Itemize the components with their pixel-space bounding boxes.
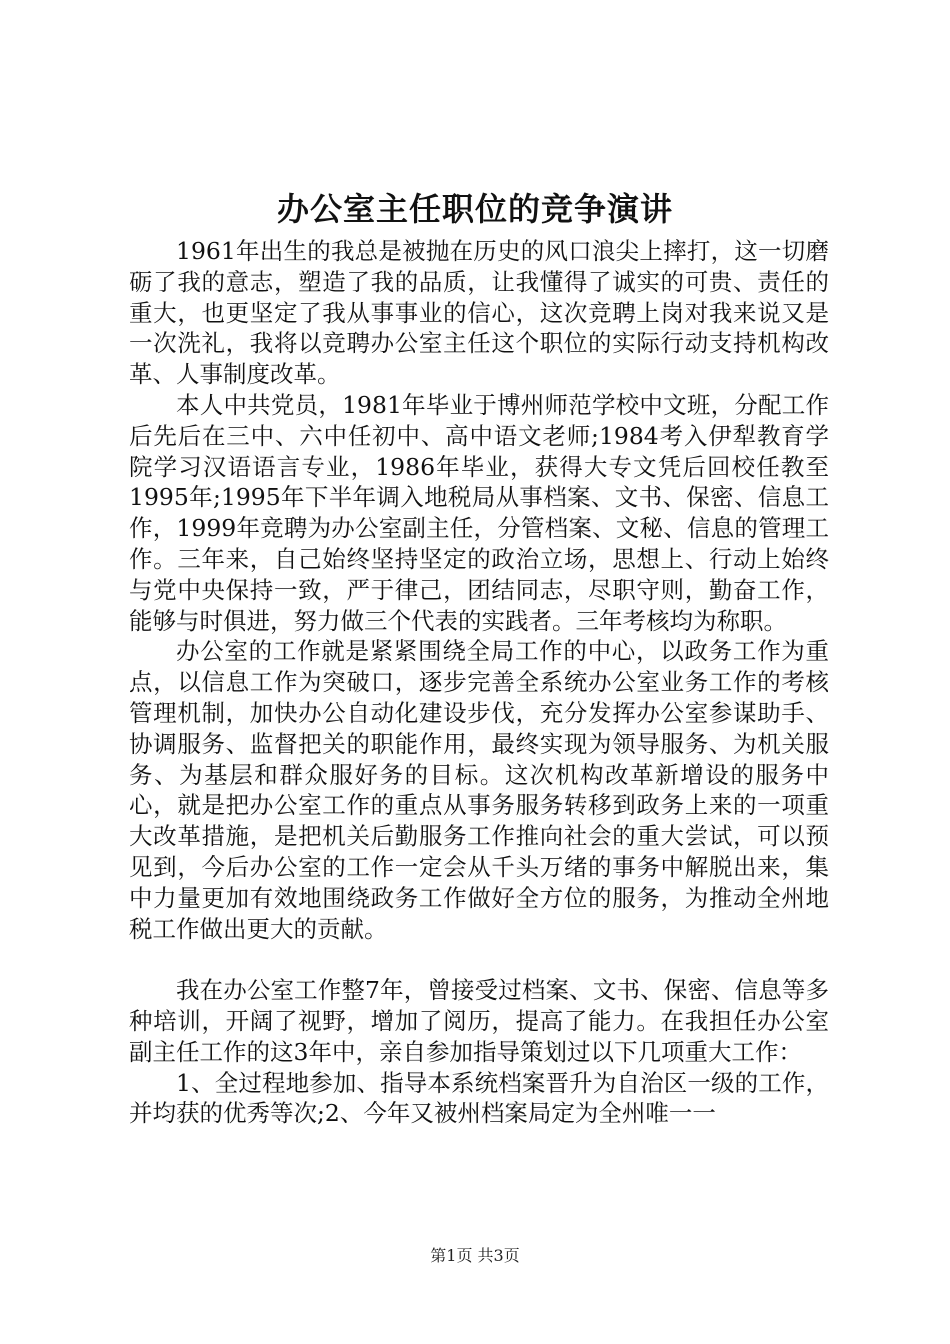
page-footer: 第1页 共3页 (430, 1246, 520, 1265)
paragraph-background: 本人中共党员，1981年毕业于博州师范学校中文班，分配工作后先后在三中、六中任初中、高中语文老师;1984考入伊犁教育学院学习汉语语言专业，1986年毕业，获得大专文凭后回校任教至1995年;1995年下半年调入地税局从事档案、文书、保密、信息工作，1999年竞聘为办公室副主任，分管档案、文秘、信息的管理工作。三年来，自己始终坚持坚定的政治立场，思想上、行动上始终与党中央保持一致，严于律己，团结同志，尽职守则，勤奋工作，能够与时俱进，努力做三个代表的实践者。三年考核均为称职。 (129, 390, 829, 635)
paragraph-intro: 1961年出生的我总是被抛在历史的风口浪尖上摔打，这一切磨砺了我的意志，塑造了我的品质，让我懂得了诚实的可贵、责任的重大，也更坚定了我从事事业的信心，这次竞聘上岗对我来说又是一次洗礼，我将以竞聘办公室主任这个职位的实际行动支持机构改革、人事制度改革。 (129, 237, 829, 389)
document-body (129, 236, 829, 1129)
paragraph-achievements: 1、全过程地参加、指导本系统档案晋升为自治区一级的工作，并均获的优秀等次;2、今年又被州档案局定为全州唯一一 (129, 1068, 829, 1128)
document-title: 办公室主任职位的竞争演讲 (276, 190, 673, 228)
paragraph-experience: 我在办公室工作整7年，曾接受过档案、文书、保密、信息等多种培训，开阔了视野，增加了阅历，提高了能力。在我担任办公室副主任工作的这3年中，亲自参加指导策划过以下几项重大工作： (129, 976, 829, 1066)
paragraph-office-work: 办公室的工作就是紧紧围绕全局工作的中心，以政务工作为重点，以信息工作为突破口，逐步完善全系统办公室业务工作的考核管理机制，加快办公自动化建设步伐，充分发挥办公室参谋助手、协调服务、监督把关的职能作用，最终实现为领导服务、为机关服务、为基层和群众服好务的目标。这次机构改革新增设的服务中心，就是把办公室工作的重点从事务服务转移到政务上来的一项重大改革措施，是把机关后勤服务工作推向社会的重大尝试，可以预见到，今后办公室的工作一定会从千头万绪的事务中解脱出来，集中力量更加有效地围绕政务工作做好全方位的服务，为推动全州地税工作做出更大的贡献。 (129, 637, 829, 943)
